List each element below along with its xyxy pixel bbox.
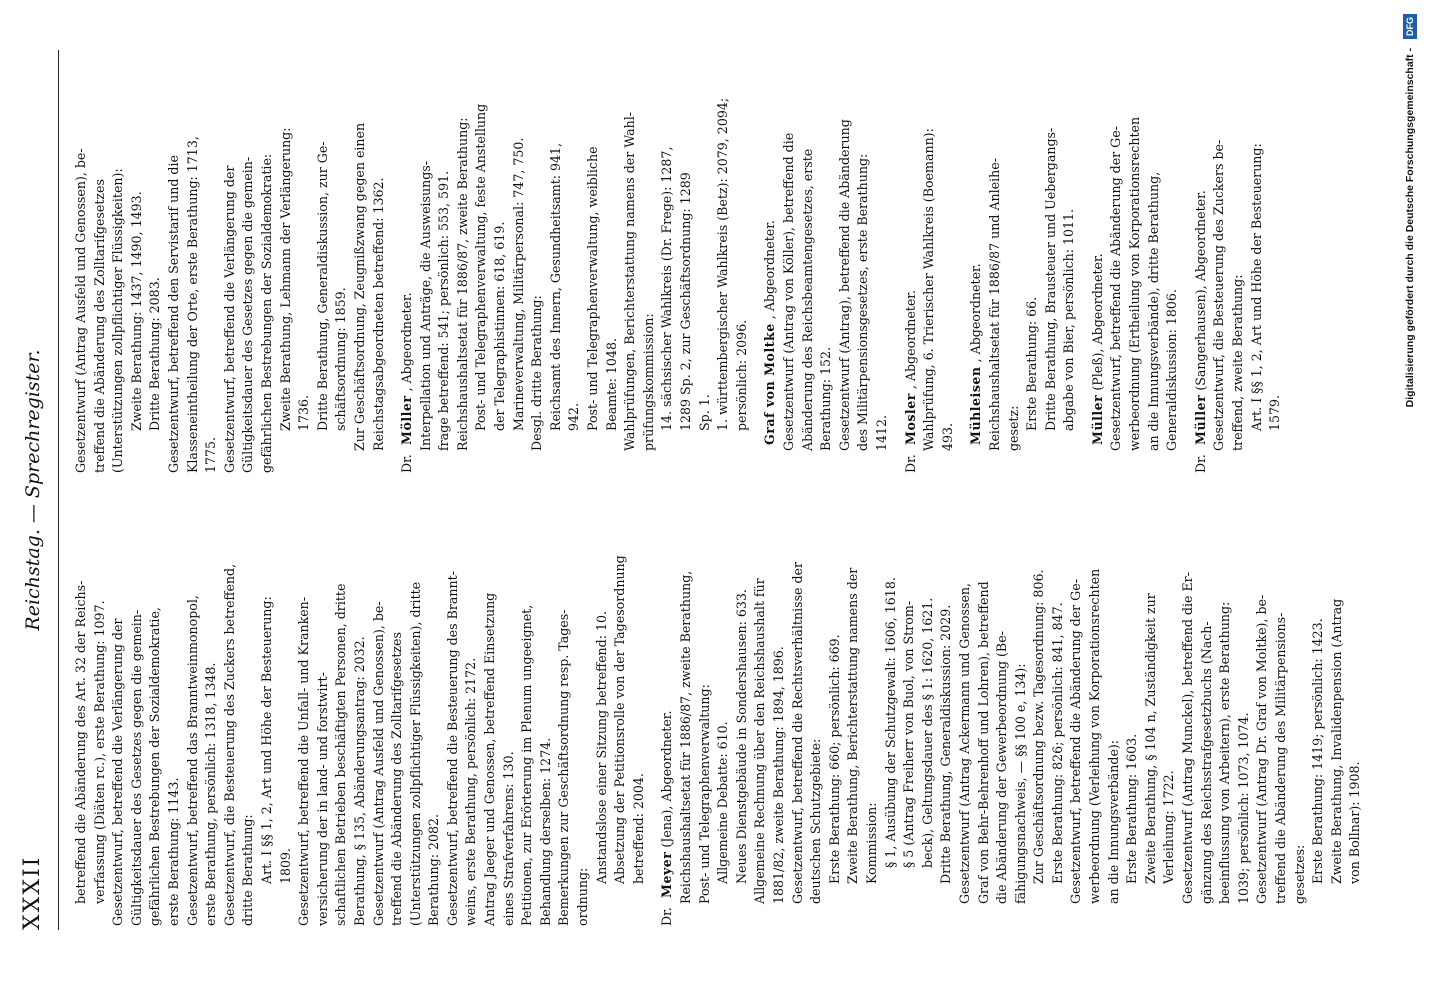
index-entry-line: Reichstagsabgeordneten betreffend: 1362. [370,177,386,451]
index-entry [109,503,183,930]
index-entry-line: Berathung: 152. [818,347,834,451]
dfg-logo: DFG [1403,14,1417,39]
index-entry-line: Gesetzentwurf (Antrag Ausfeld und Genossen), be- [370,601,386,926]
index-entry-line: Absetzung der Petitionsrolle von der Tagesordnung [612,555,628,884]
index-entry-line: erste Berathung: 1143. [165,777,181,926]
index-entry-line: treffend die Abänderung des Zolltarifgesetzes [389,632,405,926]
index-entry-line: Gültigkeitsdauer des Gesetzes gegen die gemein- [128,609,144,926]
index-entry-line: Dritte Berathung, Generaldiskussion, zur Ge- [314,141,330,431]
index-entry [481,503,518,930]
index-entry-line: Erste Berathung: 66. [1024,296,1040,431]
index-entry-line: 942. [566,402,582,431]
digitization-stamp [1398,14,1422,986]
header-rule [58,50,59,930]
index-entry-line: Gesetzentwurf, betreffend die Verlängerung der [221,165,237,473]
index-entry-line: 493. [939,422,955,451]
index-entry-line: beck), Geltungsdauer des § 1: 1620, 1621. [919,597,935,868]
index-entry-line: Gesetzentwurf, betreffend das Branntweinmonopol, [184,595,200,926]
index-entry-line: gefährlichen Bestrebungen der Sozialdemokratie, [147,607,163,926]
index-entry-line: Gesetzentwurf, betreffend die Abänderung der Ge- [1068,579,1084,904]
index-entry [510,50,529,477]
index-entry-line: an die Innungsverbände), dritte Berathung, [1145,171,1161,451]
index-entry-line: 1. württembergischer Wahlkreis (Betz): 2079, 2094; [715,97,731,431]
index-entry-line: Gesetzentwurf, betreffend die Abänderung der Ge- [1108,126,1124,451]
index-entry-line: Zweite Berathung, § 104 n, Zuständigkeit zur [1142,593,1158,884]
index-entry-line: abgabe von Bier, persönlich: 1011. [1061,208,1077,431]
speaker-name: Meyer [659,851,675,898]
index-entry-line: Allgemeine Rechnung über den Reichshaushalt für [752,578,768,904]
index-entry-line: Desgl. dritte Berathung: [529,295,545,451]
index-entry [528,50,547,477]
index-entry [844,503,881,930]
index-entry [1248,50,1285,477]
index-entry-line: gesetz: [1005,405,1021,451]
index-entry-line: Dritte Berathung, Brausteuer und Uebergangs- [1042,127,1058,431]
index-entry-line: Reichsamt des Innern, Gesundheitsamt: 941, [547,142,563,431]
index-entry [733,503,752,930]
index-entry-line: 1579. [1267,394,1283,431]
index-entry-line: (Unterstützungen zollpflichtiger Flüssigkeiten), dritte [407,581,423,926]
index-entry [836,50,892,477]
page-title: Reichstag. — Sprechregister. [22,349,44,631]
index-entry-line: Gesetzentwurf (Antrag Ausfeld und Genossen), be- [73,148,88,473]
index-entry-line: versicherung der in land- und forstwirt- [314,672,330,926]
index-entry-line: Verleihung: 1722. [1161,770,1177,884]
index-entry-line: fähigungsnachweis, — §§ 100 e, 134): [1012,663,1028,904]
index-entry-line: Zweite Berathung, Berichterstattung namens der [845,567,861,884]
index-entry-line: Wahlprüfungen, Berichterstattung namens der Wahl- [622,112,638,451]
index-entry-line: 14. sächsischer Wahlkreis (Dr. Frege): 1287, [659,146,675,431]
index-entry-line: Abänderung des Reichsbeamtengesetzes, erste [799,148,815,451]
index-entry [1328,503,1365,930]
index-entry-line: Gesetzentwurf (Antrag Munckel), betreffend die Er- [1180,572,1196,904]
index-entry [314,50,351,477]
index-entry [593,503,612,930]
speaker-role: , Abgeordneter. [399,292,415,392]
index-entry [146,50,165,477]
index-entry-line: frage betreffend: 541; persönlich: 553, 591. [436,170,452,451]
index-entry [1049,503,1068,930]
speaker-prefix: Dr. [1192,454,1208,473]
index-entry-line: Gesetzentwurf, betreffend den Servistarif und die [165,155,181,473]
index-entry-line: Art. I §§ 1, 2, Art und Höhe der Besteuerung: [258,596,274,884]
index-entry [72,503,109,930]
index-entry [1023,50,1042,477]
index-entry [351,50,388,477]
index-entry-line: werbeordnung (Ertheilung von Korporationsrechten [1127,116,1143,451]
index-entry-line: § 5 (Antrag Freiherr von Buol, von Strom- [901,600,917,868]
index-entry-line: Erste Berathung: 1419; persönlich: 1423. [1310,618,1326,884]
index-columns [72,50,1363,930]
speaker-role: , Abgeordneter. [762,220,778,320]
index-entry-line: § 1, Ausübung der Schutzgewalt: 1606, 1618. [882,577,898,868]
index-entry-line: Interpellation und Anträge, die Ausweisungs- [417,160,433,451]
index-entry-line: Wahlprüfung, 6. Trierischer Wahlkreis (Boemann): [921,128,937,451]
index-entry-line: Post- und Telegraphenverwaltung, feste Anstellung [473,103,489,431]
speaker-role: (Jena), Abgeordneter. [659,710,675,848]
index-entry-line: Zur Geschäftsordnung, Zeugnißzwang gegen einen [351,122,367,451]
index-entry [1309,503,1328,930]
index-entry [295,503,369,930]
index-entry-line: Gesetzentwurf (Antrag Ackermann und Genossen, [956,582,972,904]
speaker-role: (Pleß), Abgeordneter. [1089,253,1105,391]
index-entry [714,50,751,477]
index-entry [1067,503,1123,930]
index-entry [1030,503,1049,930]
index-entry [714,503,733,930]
index-entry-line: gesetzes: [1291,844,1307,904]
index-entry-line: Marineverwaltung, Militärpersonal: 747, 750. [510,137,526,431]
index-entry [454,50,473,477]
speaker-heading [761,50,780,477]
speaker-heading [1089,50,1108,477]
index-entry [1179,503,1253,930]
index-entry-line: erste Berathung, persönlich: 1318, 1348. [203,662,219,926]
index-entry-line: treffend die Abänderung des Zolltarifgesetzes [91,179,107,473]
index-entry-line: Art. I §§ 1, 2, Art und Höhe der Besteuerung: [1248,143,1264,431]
index-entry-line: Graf von Behr-Behrenhoff und Lohren), betreffend [975,581,991,904]
speaker-heading [902,50,921,477]
index-entry [221,50,277,477]
digitization-stamp-text: Digitalisierung gefördert durch die Deutsche Forschungsgemeinschaft - [1404,47,1416,408]
index-entry-line: weins, erste Berathung, persönlich: 2172. [463,657,479,926]
right-column [72,50,1352,477]
index-entry-line: 1039; persönlich: 1073, 1074. [1235,712,1251,904]
index-entry-line: Gesetzentwurf, betreffend die Rechtsverhältnisse der [789,561,805,904]
index-entry-line: deutschen Schutzgebiete: [808,738,824,904]
index-entry-line: Erste Berathung: 826; persönlich: 841, 847. [1049,602,1065,884]
speaker-heading [398,50,417,477]
index-entry [920,50,957,477]
index-entry-line: Beamte: 1048. [603,338,619,431]
index-entry-line: Gesetzentwurf (Antrag von Köller), betreffend die [780,132,796,451]
index-entry-line: Neues Dienstgebäude in Sondershausen: 633. [733,589,749,884]
index-entry [417,50,454,477]
index-entry-line: beeinflussung von Arbeitern), erste Berathung: [1217,601,1233,904]
speaker-role: , Abgeordneter. [968,263,984,363]
index-entry [472,50,509,477]
index-entry [882,503,901,930]
index-entry [1253,503,1309,930]
index-entry-line: schäftsordnung: 1859. [333,287,349,431]
index-entry-line: betreffend die Abänderung des Art. 32 der Reichs- [73,580,88,904]
index-entry [677,503,714,930]
index-entry-line: 1736. [296,394,312,431]
index-entry-line: Gesetzentwurf, betreffend die Unfall- und Kranken- [296,596,312,926]
index-entry-line: Petitionen, zur Erörterung im Plenum ungeeignet, [519,604,535,926]
speaker-role: , Abgeordneter. [902,290,918,390]
index-entry-line: Klasseneintheilung der Orte, erste Berathung: 1713, [184,136,200,473]
index-entry-line: der Telegraphistinnen: 618, 619. [492,221,508,431]
index-entry-line: 1289 Sp. 2, zur Geschäftsordnung: 1289 [678,172,693,431]
speaker-name: Müller [1192,394,1208,445]
index-entry [621,50,658,477]
index-entry-line: Generaldiskussion: 1806. [1164,289,1180,451]
index-entry-line: Gesetzentwurf (Antrag Dr. Graf von Moltke), be- [1254,594,1270,904]
index-entry-line: (Unterstützungen zollpflichtiger Flüssigkeiten): [110,168,126,473]
index-entry [658,50,714,477]
index-entry-line: Zweite Berathung, Lehmann der Verlängerung: [277,127,293,431]
index-entry [184,503,221,930]
index-entry-line: Antrag Jaeger und Genossen, betreffend Einsetzung [482,592,498,926]
index-entry-line: treffend, zweite Berathung: [1230,274,1246,451]
index-entry [751,503,788,930]
index-entry-line: Berathung, § 135, Abänderungsantrag: 2032. [351,636,367,926]
index-entry-line: ordnung: [575,867,591,926]
index-entry-line: werbeordnung (Verleihung von Korporationsrechten [1087,568,1103,904]
index-entry [1142,503,1179,930]
index-entry-line: persönlich: 2096. [733,319,749,431]
index-entry [370,503,444,930]
index-entry-line: Gesetzentwurf, die Besteuerung des Zuckers betreffend, [221,563,237,926]
index-entry-line: 1412. [873,414,889,451]
index-entry [518,503,555,930]
index-entry [128,50,147,477]
index-entry-line: des Militärpensionsgesetzes, erste Berathung: [855,153,871,451]
index-entry-line: 1809. [277,847,293,884]
index-entry-line: Allgemeine Debatte: 610. [715,721,731,884]
index-entry-line: Reichshaushaltsetat für 1886/87, zweite Berathung, [678,570,693,904]
index-entry-line: Anstandslose einer Sitzung betreffend: 10. [593,610,609,884]
index-entry-line: Zweite Berathung, Invalidenpension (Antrag [1328,598,1344,884]
index-entry [555,503,592,930]
index-entry [1042,50,1079,477]
speaker-role: (Sangerhausen), Abgeordneter. [1192,190,1208,391]
index-entry-line: treffend die Abänderung des Militärpensions- [1273,612,1288,904]
index-entry-line: Bemerkungen zur Geschäftsordnung resp. Tages- [556,609,572,926]
index-entry [1107,50,1181,477]
index-entry-line: Reichshaushaltsetat für 1886/87, zweite Berathung: [454,117,470,451]
index-entry [165,50,221,477]
speaker-prefix: Dr. [902,454,918,473]
index-entry-line: Dritte Berathung, Generaldiskussion: 2029. [938,604,954,884]
index-entry-line: 1881/82, zweite Berathung: 1894, 1896. [770,646,786,904]
index-entry-line: 1775. [203,436,219,473]
index-entry [1210,50,1247,477]
index-entry [444,503,481,930]
index-entry [826,503,845,930]
index-entry-line: prüfungskommission: [640,313,656,451]
index-entry-line: Zweite Berathung: 1437, 1490, 1493. [128,191,144,431]
index-entry [956,503,1030,930]
index-entry-line: die Abänderung der Gewerbeordnung (Be- [994,631,1010,904]
index-entry [72,50,128,477]
index-entry-line: Dritte Berathung: 2083. [147,277,163,431]
index-entry-line: Sp. 1. [696,394,712,431]
index-entry [789,503,826,930]
index-entry-line: von Bollnar): 1908. [1347,761,1363,884]
speaker-prefix: Dr. [659,907,675,926]
index-entry [1123,503,1142,930]
index-entry-line: Erste Berathung: 660; persönlich: 669. [826,634,842,884]
speaker-heading [658,503,677,930]
index-entry [986,50,1023,477]
speaker-heading [967,50,986,477]
index-entry-line: an die Innungsverbände): [1105,739,1121,904]
index-entry-line: betreffend: 2004. [630,773,646,884]
running-head [14,50,72,930]
index-entry [277,50,314,477]
index-entry [547,50,584,477]
index-entry [584,50,621,477]
index-entry-line: Behandlung derselben: 1274. [537,737,553,926]
index-entry-line: Post- und Telegraphenverwaltung, weibliche [585,146,601,431]
index-entry-line: gefährlichen Bestrebungen der Sozialdemokratie: [258,153,274,473]
index-entry [900,503,937,930]
index-entry-line: Kommission: [863,802,879,884]
index-entry-line: verfassung (Diäten rc.), erste Berathung: 1097. [91,600,107,904]
index-entry-line: gänzung des Reichsstrafgesetzbuchs (Nach- [1198,621,1214,904]
index-entry-line: Gesetzentwurf, die Besteuerung des Zuckers be- [1211,139,1227,451]
index-entry [780,50,836,477]
index-entry-line: Gesetzentwurf (Antrag), betreffend die Abänderung [836,119,852,451]
speaker-name: Mosler [902,393,918,445]
index-entry-line: dritte Berathung: [240,814,256,926]
index-entry-line: Gültigkeitsdauer des Gesetzes gegen die gemein- [240,156,256,473]
index-entry-line: Berathung: 2082. [426,814,442,926]
index-entry-line: eines Strafverfahrens: 130. [500,751,516,926]
index-entry [611,503,648,930]
speaker-heading [1192,50,1211,477]
index-entry-line: Zur Geschäftsordnung bezw. Tagesordnung: 806. [1031,569,1047,884]
speaker-name: Mühleisen [968,366,984,445]
index-entry [258,503,295,930]
index-entry-line: Reichshaushaltsetat für 1886/87 und Anleihe- [986,158,1002,451]
index-entry-line: Gesetzentwurf, betreffend die Besteuerung des Brannt- [444,571,460,926]
speaker-name: Möller [399,395,415,445]
index-entry-line: Post- und Telegraphenverwaltung: [696,684,712,904]
speaker-prefix: Dr. [399,454,415,473]
index-entry-line: Erste Berathung: 1603. [1124,733,1140,884]
speaker-name: Müller [1089,394,1105,445]
index-entry-line: Gesetzentwurf, betreffend die Verlängerung der [110,618,126,926]
index-entry-line: schaftlichen Betrieben beschäftigten Personen, dritte [333,583,349,926]
page-number: XXXII [20,855,45,930]
speaker-name: Graf von Moltke [762,323,778,445]
index-entry [221,503,258,930]
index-entry [937,503,956,930]
left-column [72,503,1363,930]
